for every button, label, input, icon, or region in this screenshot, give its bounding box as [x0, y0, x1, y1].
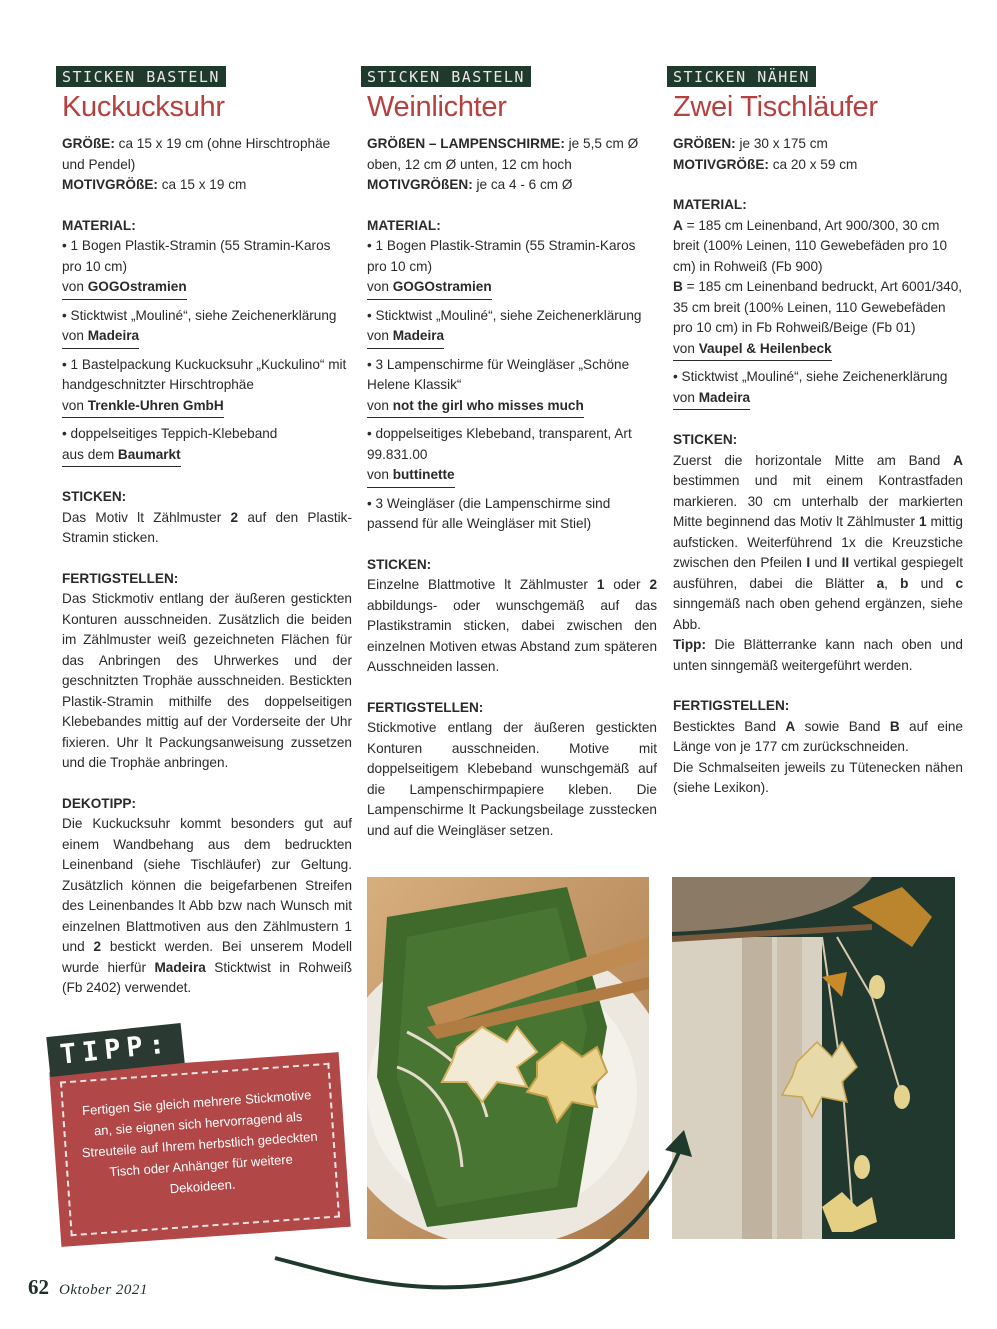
sticken-heading: STICKEN: [673, 432, 738, 447]
dekotipp-text: Die Kuckucksuhr kommt besonders gut auf einem Wandbehang aus dem bedruckten Leinenband (siehe Tischläufer) zur Geltung. Zusätzlich können die beigefarbenen Streifen des Leinenbandes lt Abb bzw nach Wunsch mit einzelnen Blattmotiven aus den Zählmustern 1 und 2 bestickt werden. Bei unserem Modell wurde hierfür Madeira Sticktwist in Rohweiß (Fb 2402) verwendet. [62, 816, 352, 995]
material-item: • doppelseitiges Klebeband, transparent, Art 99.831.00 [367, 426, 632, 462]
page-footer [28, 1275, 148, 1300]
material-item: • 3 Lampenschirme für Weingläser „Schöne Helene Klassik“ [367, 356, 630, 392]
material-item-b: B = 185 cm Leinenband bedruckt, Art 6001/340, 35 cm breit (100% Leinen, 110 Gewebefäden pro 10 cm) in Fb Rohweiß/Beige (Fb 01) [673, 279, 963, 335]
fertigstellen-heading: FERTIGSTELLEN: [62, 570, 179, 586]
motif-size-line: MOTIVGRÖßEN: je ca 4 - 6 cm Ø [367, 177, 573, 192]
material-heading: MATERIAL: [673, 197, 747, 212]
fertigstellen-text: Besticktes Band A sowie Band B auf eine Länge von je 177 cm zurückschneiden. [673, 718, 963, 754]
category-tag: STICKEN BASTELN [361, 66, 531, 87]
fertigstellen-heading: FERTIGSTELLEN: [367, 699, 484, 715]
material-source: von Madeira [62, 326, 352, 349]
motif-size-line: MOTIVGRÖßE: ca 15 x 19 cm [62, 177, 247, 192]
material-source: von Madeira [673, 388, 963, 411]
page-number: 62 [28, 1275, 49, 1299]
material-heading: MATERIAL: [367, 217, 441, 233]
sticken-heading: STICKEN: [62, 489, 127, 504]
material-item: • 1 Bogen Plastik-Stramin (55 Stramin-Karos pro 10 cm) [367, 238, 636, 274]
material-item-a: A = 185 cm Leinenband, Art 900/300, 30 cm breit (100% Leinen, 110 Gewebefäden pro 10 cm) in Rohweiß (Fb 900) [673, 217, 948, 274]
category-tag: STICKEN BASTELN [56, 66, 226, 87]
sticken-text: Einzelne Blattmotive lt Zählmuster 1 oder 2 abbildungs- oder wunschgemäß auf das Plastikstramin sticken, dabei zwischen den einzelnen Motiven etwas Abstand zum späteren Ausschneiden lassen. [367, 577, 657, 674]
article-title: Kuckucksuhr [62, 91, 225, 123]
material-source: von GOGOstramien [367, 277, 657, 300]
material-item: • 1 Bogen Plastik-Stramin (55 Stramin-Karos pro 10 cm) [62, 238, 331, 274]
material-source: von buttinette [367, 465, 657, 488]
material-heading: MATERIAL: [62, 217, 136, 233]
tipp-label: TIPP: [46, 1023, 184, 1077]
tipp-text: Fertigen Sie gleich mehrere Stickmotive an, sie eignen sich hervorragend als Streuteile auf Ihrem herbstlich gedeckten Tisch oder Anhänger für weitere Dekoideen. [81, 1087, 319, 1197]
issue-date: Oktober 2021 [59, 1282, 148, 1298]
tipp-inline: Tipp: Die Blätterranke kann nach oben und unten sinngemäß weitergeführt werden. [673, 637, 963, 673]
article-title: Weinlichter [367, 91, 507, 123]
material-source: von not the girl who misses much [367, 396, 657, 419]
material-item: • doppelseitiges Teppich-Klebeband [62, 426, 278, 441]
material-source: von Trenkle-Uhren GmbH [62, 396, 352, 419]
sticken-text: Das Motiv lt Zählmuster 2 auf den Plastik-Stramin sticken. [62, 509, 352, 545]
material-item: • Sticktwist „Mouliné“, siehe Zeichenerklärung [673, 369, 948, 384]
size-line: GRÖßE: ca 15 x 19 cm (ohne Hirschtrophäe und Pendel) [62, 136, 331, 172]
fertigstellen-text: Stickmotive entlang der äußeren gestickten Konturen ausschneiden. Motive mit doppelseitigem Klebeband wunschgemäß auf die Lampenschirmpapiere kleben. Die Lampenschirme lt Packungsbeilage zusstecken und auf die Weingläser setzen. [367, 720, 657, 838]
fertigstellen-text: Das Stickmotiv entlang der äußeren gestickten Konturen ausschneiden. Zusätzlich die beiden im Zählmuster weiß gezeichneten Flächen für das Anbringen des Uhrwerkes und der geschnitzten Trophäe ausschneiden. Bestickten Plastik-Stramin mithilfe des doppelseitigen Klebebandes mittig auf der Vorderseite der Uhr fixieren. Uhr lt Packungsanweisung zussetzen und die Trophäe anbringen. [62, 591, 352, 770]
size-line: GRÖßEN – LAMPENSCHIRME: je 5,5 cm Ø oben, 12 cm Ø unten, 12 cm hoch [367, 136, 639, 172]
article-title: Zwei Tischläufer [673, 91, 878, 123]
sticken-text: Zuerst die horizontale Mitte am Band A bestimmen und mit einem Kontrastfaden markieren. 30 cm unterhalb der markierten Mitte beginnend das Motiv lt Zählmuster 1 mittig aufsticken. Weiterführend 1x die Kreuzstiche zwischen den Pfeilen I und II vertikal gespiegelt ausführen, dabei die Blätter a, b und c sinngemäß nach oben gehend ergänzen, siehe Abb. [673, 452, 964, 632]
material-source: von Madeira [367, 326, 657, 349]
size-line: GRÖßEN: je 30 x 175 cm [673, 136, 828, 151]
motif-size-line: MOTIVGRÖßE: ca 20 x 59 cm [673, 156, 858, 172]
material-source: von GOGOstramien [62, 277, 352, 300]
fertigstellen-text-2: Die Schmalseiten jeweils zu Tütenecken nähen (siehe Lexikon). [673, 759, 963, 795]
material-item: • 1 Bastelpackung Kuckucksuhr „Kuckulino“ mit handgeschnitzter Hirschtrophäe [62, 356, 347, 392]
material-item: • Sticktwist „Mouliné“, siehe Zeichenerklärung [62, 307, 337, 323]
material-item: • 3 Weingläser (die Lampenschirme sind passend für alle Weingläser mit Stiel) [367, 495, 611, 531]
material-source: aus dem Baumarkt [62, 445, 352, 468]
fertigstellen-heading: FERTIGSTELLEN: [673, 698, 790, 713]
material-item: • Sticktwist „Mouliné“, siehe Zeichenerklärung [367, 307, 642, 323]
sticken-heading: STICKEN: [367, 556, 432, 572]
category-tag: STICKEN NÄHEN [667, 66, 816, 87]
material-source: von Vaupel & Heilenbeck [673, 339, 963, 362]
dekotipp-heading: DEKOTIPP: [62, 795, 137, 811]
